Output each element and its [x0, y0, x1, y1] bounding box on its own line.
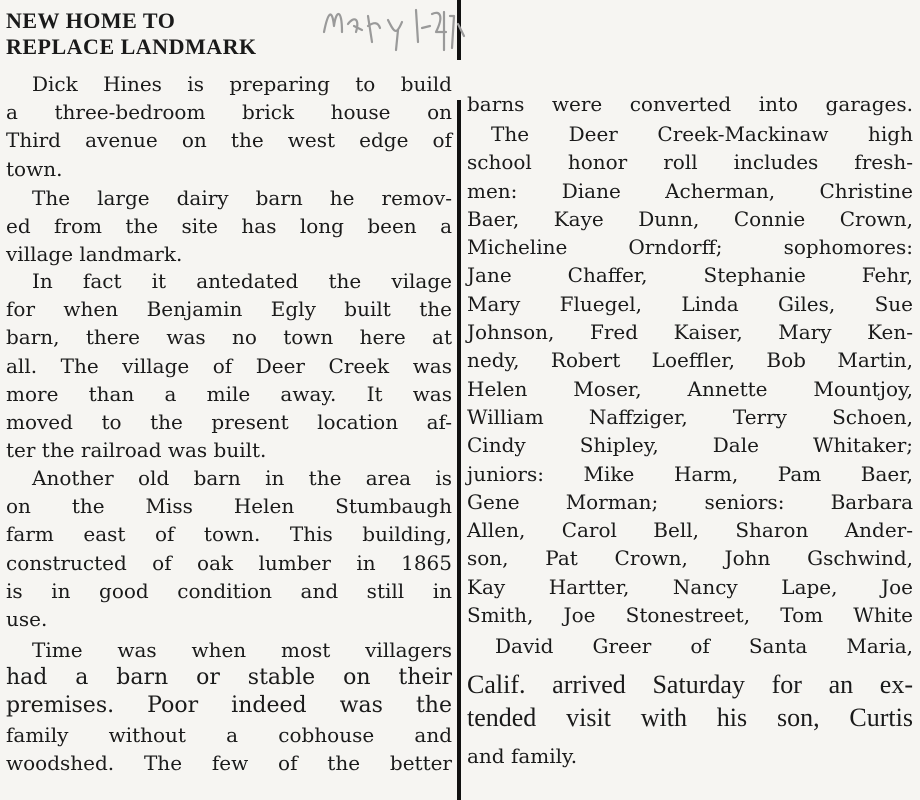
text-line: woodshed. The few of the better: [6, 750, 452, 775]
text-line: David Greer of Santa Maria,: [495, 634, 913, 658]
text-line: juniors: Mike Harm, Pam Baer,: [467, 461, 913, 486]
text-line: village landmark.: [6, 242, 183, 267]
text-line: tended visit with his son, Curtis: [467, 703, 913, 732]
text-line: is in good condition and still in: [6, 578, 452, 603]
article-paragraph: [6, 70, 452, 183]
text-line: In fact it antedated the vilage: [32, 269, 452, 293]
text-line: Johnson, Fred Kaiser, Mary Ken-: [467, 320, 913, 345]
text-line: barn, there was no town here at: [6, 325, 452, 350]
text-line: ter the railroad was built.: [6, 438, 267, 463]
text-line: premises. Poor indeed was the: [6, 693, 452, 719]
text-line: for when Benjamin Egly built the: [6, 297, 452, 322]
text-line: family without a cobhouse and: [6, 722, 452, 747]
text-line: a three-bedroom brick house on: [6, 100, 452, 125]
text-line: Third avenue on the west edge of: [6, 128, 452, 153]
text-line: Cindy Shipley, Dale Whitaker;: [467, 433, 913, 458]
article-paragraph: [467, 742, 913, 770]
text-line: Helen Moser, Annette Mountjoy,: [467, 376, 913, 401]
text-line: Mary Fluegel, Linda Giles, Sue: [467, 291, 913, 316]
text-line: son, Pat Crown, John Gschwind,: [467, 546, 913, 571]
text-line: Another old barn in the area is: [32, 466, 452, 490]
article-paragraph: [467, 632, 913, 660]
article-paragraph: [467, 668, 913, 734]
text-line: The Deer Creek-Mackinaw high: [491, 122, 913, 146]
text-line: moved to the present location af-: [6, 410, 452, 435]
text-line: town.: [6, 156, 63, 181]
article-paragraph: [6, 636, 452, 777]
text-line: farm east of town. This building,: [6, 522, 452, 547]
text-line: nedy, Robert Loeffler, Bob Martin,: [467, 348, 913, 373]
text-line: school honor roll includes fresh-: [467, 150, 913, 175]
text-line: men: Diane Acherman, Christine: [467, 178, 913, 203]
text-line: The large dairy barn he remov-: [32, 186, 452, 210]
text-line: Micheline Orndorff; sophomores:: [467, 235, 913, 260]
text-line: use.: [6, 607, 48, 632]
right-column: [463, 0, 920, 800]
article-paragraph: [467, 90, 913, 118]
text-line: Gene Morman; seniors: Barbara: [467, 489, 913, 514]
text-line: ed from the site has long been a: [6, 214, 452, 239]
honor-roll-paragraph: [467, 120, 913, 629]
left-column: [0, 0, 456, 800]
headline-line: REPLACE LANDMARK: [6, 34, 257, 59]
text-line: all. The village of Deer Creek was: [6, 353, 452, 378]
text-line: Allen, Carol Bell, Sharon Ander-: [467, 518, 913, 543]
text-line: Dick Hines is preparing to build: [32, 72, 452, 96]
column-divider: [457, 0, 461, 800]
headline-line: NEW HOME TO: [6, 8, 176, 33]
text-line: barns were converted into garages.: [467, 92, 913, 116]
text-line: Calif. arrived Saturday for an ex-: [467, 670, 913, 699]
article-headline: [6, 8, 257, 60]
text-line: on the Miss Helen Stumbaugh: [6, 494, 452, 519]
article-paragraph: [6, 464, 452, 633]
text-line: Time was when most villagers: [32, 638, 452, 662]
text-line: Baer, Kaye Dunn, Connie Crown,: [467, 206, 913, 231]
text-line: Smith, Joe Stonestreet, Tom White: [467, 603, 913, 628]
article-paragraph: [6, 184, 452, 269]
text-line: constructed of oak lumber in 1865: [6, 550, 452, 575]
article-paragraph: [6, 267, 452, 464]
text-line: and family.: [467, 744, 578, 768]
text-line: William Naffziger, Terry Schoen,: [467, 404, 913, 429]
text-line: Kay Hartter, Nancy Lape, Joe: [467, 574, 913, 599]
text-line: more than a mile away. It was: [6, 381, 452, 406]
text-line: Jane Chaffer, Stephanie Fehr,: [467, 263, 913, 288]
text-line: had a barn or stable on their: [6, 665, 452, 691]
